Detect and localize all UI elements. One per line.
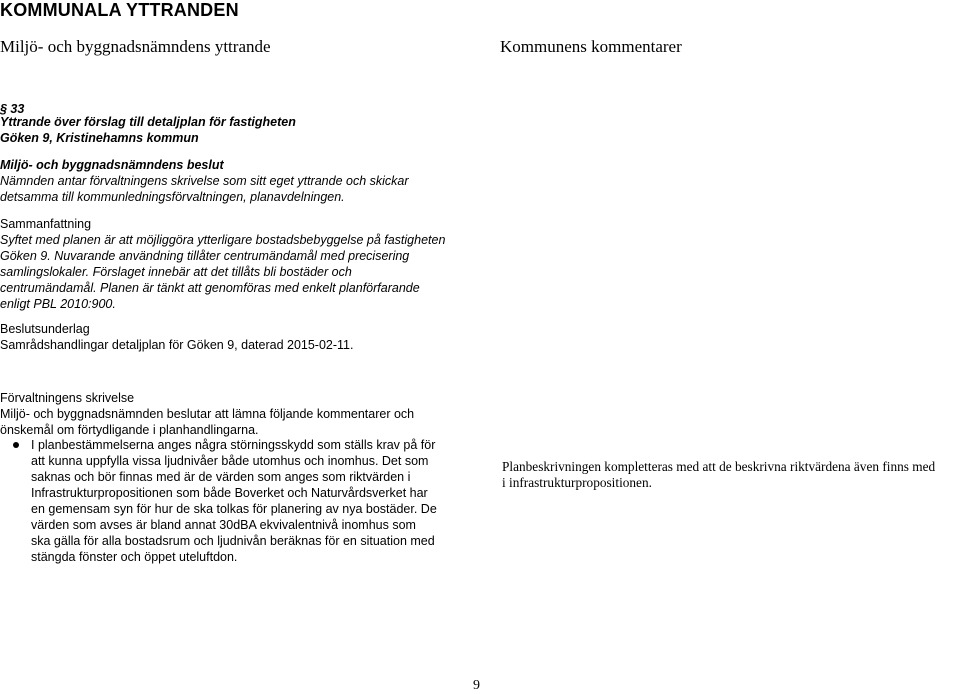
summary-heading: Sammanfattning: [0, 217, 92, 231]
summary-text-line: Syftet med planen är att möjliggöra ytterligare bostadsbebyggelse på fastigheten: [0, 233, 446, 247]
admin-letter-text-line: Miljö- och byggnadsnämnden beslutar att lämna följande kommentarer och: [0, 407, 415, 421]
basis-section: [0, 321, 470, 353]
basis-text: Samrådshandlingar detaljplan för Göken 9, daterad 2015-02-11.: [0, 338, 354, 352]
bullet-text-line: ska gälla för alla bostadsrum och ljudnivån beräknas för en situation med: [31, 534, 435, 548]
paragraph-number: § 33: [0, 102, 25, 116]
decision-text-line: Nämnden antar förvaltningens skrivelse som sitt eget yttrande och skickar: [0, 174, 409, 188]
decision-text-line: detsamma till kommunledningsförvaltningen, planavdelningen.: [0, 190, 345, 204]
bullet-icon: [13, 442, 19, 448]
bullet-text-line: saknas och bör finnas med är de värden som anges som riktvärden i: [31, 470, 411, 484]
bullet-text-line: stängda fönster och öppet uteluftdon.: [31, 550, 238, 564]
summary-section: [0, 216, 470, 312]
summary-text-line: samlingslokaler. Förslaget innebär att det tillåts bli bostäder och: [0, 265, 352, 279]
summary-text-line: enligt PBL 2010:900.: [0, 297, 116, 311]
bullet-text-line: värden som avses är bland annat 30dBA ekvivalentnivå inomhus som: [31, 518, 416, 532]
page-number: 9: [473, 678, 480, 693]
admin-letter-heading: Förvaltningens skrivelse: [0, 391, 135, 405]
admin-letter-section: [0, 390, 470, 438]
bullet-text-line: Infrastrukturpropositionen som både Boverket och Naturvårdsverket har: [31, 486, 428, 500]
municipal-comment-line: i infrastrukturpropositionen.: [502, 475, 652, 490]
bullet-list: [0, 437, 470, 565]
municipal-comment: [502, 459, 959, 491]
decision-heading: Miljö- och byggnadsnämndens beslut: [0, 158, 224, 172]
paragraph-title-line: Yttrande över förslag till detaljplan för fastigheten: [0, 115, 296, 129]
summary-text-line: Göken 9. Nuvarande användning tillåter centrumändamål med precisering: [0, 249, 410, 263]
document-title: KOMMUNALA YTTRANDEN: [0, 0, 239, 20]
left-column-heading: Miljö- och byggnadsnämndens yttrande: [0, 37, 271, 56]
municipal-comment-line: Planbeskrivningen kompletteras med att de beskrivna riktvärdena även finns med: [502, 459, 936, 474]
bullet-text-line: I planbestämmelserna anges några störningsskydd som ställs krav på för: [31, 438, 436, 452]
admin-letter-text-line: önskemål om förtydligande i planhandlingarna.: [0, 423, 259, 437]
list-item: [0, 437, 470, 565]
paragraph-title: [0, 114, 470, 146]
bullet-text-line: en gemensam syn för hur de ska tolkas för planering av nya bostäder. De: [31, 502, 437, 516]
bullet-text-line: att kunna uppfylla vissa ljudnivåer både utomhus och inomhus. Det som: [31, 454, 429, 468]
paragraph-title-line: Göken 9, Kristinehamns kommun: [0, 131, 199, 145]
basis-heading: Beslutsunderlag: [0, 322, 90, 336]
right-column-heading: Kommunens kommentarer: [500, 37, 682, 56]
decision-section: [0, 157, 470, 205]
summary-text-line: centrumändamål. Planen är tänkt att genomföras med enkelt planförfarande: [0, 281, 420, 295]
